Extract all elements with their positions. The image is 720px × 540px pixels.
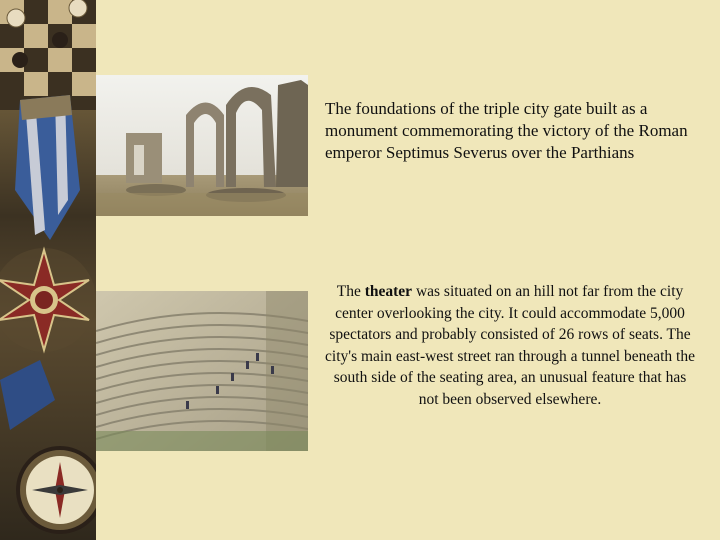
gate-caption: The foundations of the triple city gate built as a monument commemorating the victory of the Roman emperor Septimus Severus over the Parthians: [325, 99, 688, 162]
theater-caption: [322, 281, 698, 410]
lower-ribbon-icon: [0, 360, 55, 430]
theater-caption-prefix: The: [336, 283, 365, 300]
medal-icon: [0, 248, 96, 352]
medal-compass-illustration: [0, 0, 96, 540]
theater-caption-bold: theater: [364, 283, 413, 300]
theater-caption-rest: was situated on an hill not far from the city center overlooking the city. It could accommodate 5,000 spectators and probably consisted of 26 rows of seats. The city's main east-west street ran through a tunnel beneath the south side of the seating area, an unusual feature that has not been observed elsewhere.: [325, 283, 695, 408]
city-gate-photo: [96, 75, 308, 216]
ribbon-icon: [15, 95, 80, 240]
chessboard-icon: [0, 0, 96, 110]
compass-icon: [18, 448, 96, 532]
theater-photo: [96, 291, 308, 451]
decorative-border: [0, 0, 96, 540]
